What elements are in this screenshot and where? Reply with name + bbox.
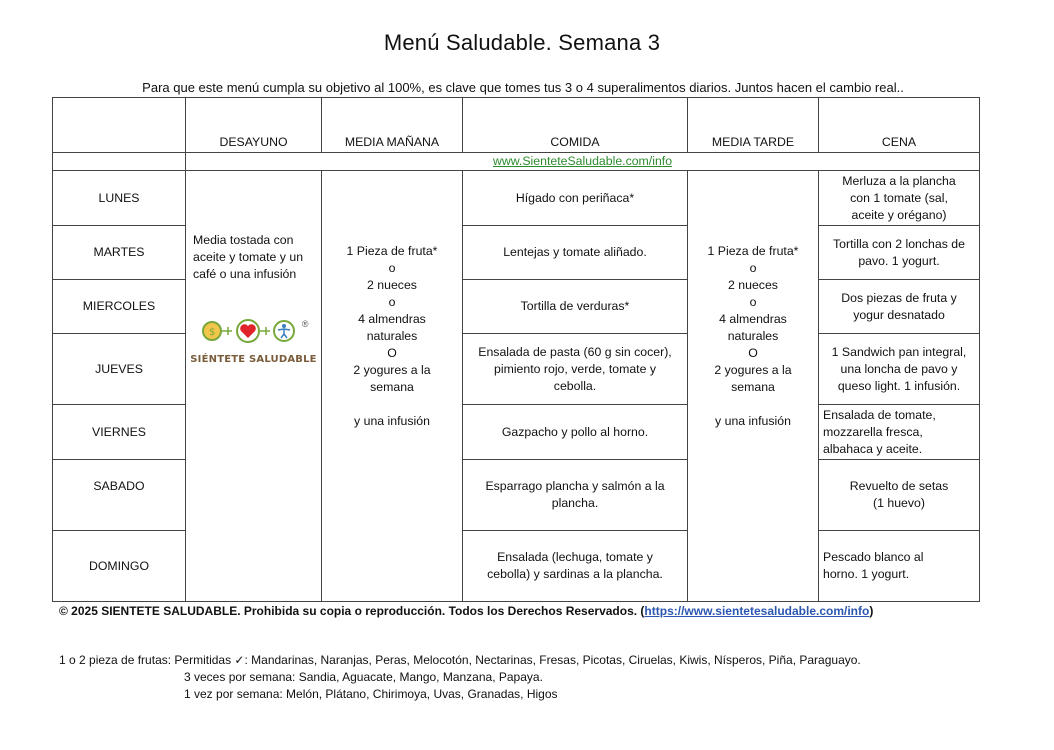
- fruit-line-2: 3 veces por semana: Sandia, Aguacate, Mango, Manzana, Papaya.: [184, 670, 543, 684]
- header-media-tarde: MEDIA TARDE: [688, 98, 819, 153]
- comida-jueves: Ensalada de pasta (60 g sin cocer), pimiento rojo, verde, tomate y cebolla.: [463, 334, 688, 405]
- cena-martes: Tortilla con 2 lonchas de pavo. 1 yogurt.: [819, 226, 980, 280]
- copyright-footer: [59, 604, 873, 618]
- link-row-empty: [53, 153, 186, 171]
- header-desayuno: DESAYUNO: [186, 98, 322, 153]
- desayuno-cell: [186, 171, 322, 602]
- comida-sabado: Esparrago plancha y salmón a la plancha.: [463, 460, 688, 531]
- cena-lunes: Merluza a la plancha con 1 tomate (sal, aceite y orégano): [819, 171, 980, 226]
- logo-icon: [198, 317, 298, 343]
- page-title: Menú Saludable. Semana 3: [383, 30, 661, 55]
- comida-lunes: Hígado con periñaca*: [463, 171, 688, 226]
- cena-viernes: Ensalada de tomate, mozzarella fresca, albahaca y aceite.: [819, 405, 980, 460]
- comida-viernes: Gazpacho y pollo al horno.: [463, 405, 688, 460]
- website-cell: [186, 153, 980, 171]
- row-lunes: [53, 171, 980, 226]
- day-label: JUEVES: [53, 334, 186, 405]
- header-media-manana: MEDIA MAÑANA: [322, 98, 463, 153]
- link-row: [53, 153, 980, 171]
- cena-sabado: Revuelto de setas (1 huevo): [819, 460, 980, 531]
- header-cena: CENA: [819, 98, 980, 153]
- comida-martes: Lentejas y tomate aliñado.: [463, 226, 688, 280]
- logo-text: SIÉNTETE SALUDABLE: [190, 354, 317, 365]
- media-tarde-cell: 1 Pieza de fruta* o 2 nueces o 4 almendras naturales O 2 yogures a la semana y una infusión: [688, 171, 819, 602]
- footer-close: ): [869, 604, 874, 618]
- header-row: [53, 98, 980, 153]
- footer-text: © 2025 SIENTETE SALUDABLE. Prohibida su copia o reproducción. Todos los Derechos Reservados. (: [59, 604, 645, 618]
- day-label: MARTES: [53, 226, 186, 280]
- day-label: DOMINGO: [53, 531, 186, 602]
- cena-domingo: Pescado blanco al horno. 1 yogurt.: [819, 531, 980, 602]
- media-manana-cell: 1 Pieza de fruta* o 2 nueces o 4 almendras naturales O 2 yogures a la semana y una infusión: [322, 171, 463, 602]
- corner-cell: [53, 98, 186, 153]
- fruit-line-1: 1 o 2 pieza de frutas: Permitidas ✓: Mandarinas, Naranjas, Peras, Melocotón, Nectarinas, Fresas, Picotas, Ciruelas, Kiwis, Nísperos, Piña, Paraguayo.: [59, 653, 861, 667]
- registered-mark: ®: [301, 319, 309, 329]
- website-link[interactable]: www.SienteteSaludable.com/info: [492, 154, 673, 168]
- svg-text:$: $: [209, 327, 216, 338]
- fruit-line-3: 1 vez por semana: Melón, Plátano, Chirimoya, Uvas, Granadas, Higos: [184, 687, 558, 701]
- day-label: SABADO: [53, 460, 186, 531]
- day-label: LUNES: [53, 171, 186, 226]
- cena-jueves: 1 Sandwich pan integral, una loncha de pavo y queso light. 1 infusión.: [819, 334, 980, 405]
- desayuno-text: Media tostada con aceite y tomate y un café o una infusión: [193, 233, 304, 281]
- header-comida: COMIDA: [463, 98, 688, 153]
- day-label: MIERCOLES: [53, 280, 186, 334]
- comida-miercoles: Tortilla de verduras*: [463, 280, 688, 334]
- cena-miercoles: Dos piezas de fruta y yogur desnatado: [819, 280, 980, 334]
- day-label: VIERNES: [53, 405, 186, 460]
- menu-table: [52, 97, 980, 602]
- page-subtitle: Para que este menú cumpla su objetivo al 100%, es clave que tomes tus 3 o 4 superalimentos diarios. Juntos hacen el cambio real..: [142, 80, 904, 95]
- footer-link[interactable]: https://www.sientetesaludable.com/info: [644, 604, 870, 618]
- comida-domingo: Ensalada (lechuga, tomate y cebolla) y sardinas a la plancha.: [463, 531, 688, 602]
- brand-logo: [190, 317, 317, 368]
- fruit-notes: [59, 652, 861, 703]
